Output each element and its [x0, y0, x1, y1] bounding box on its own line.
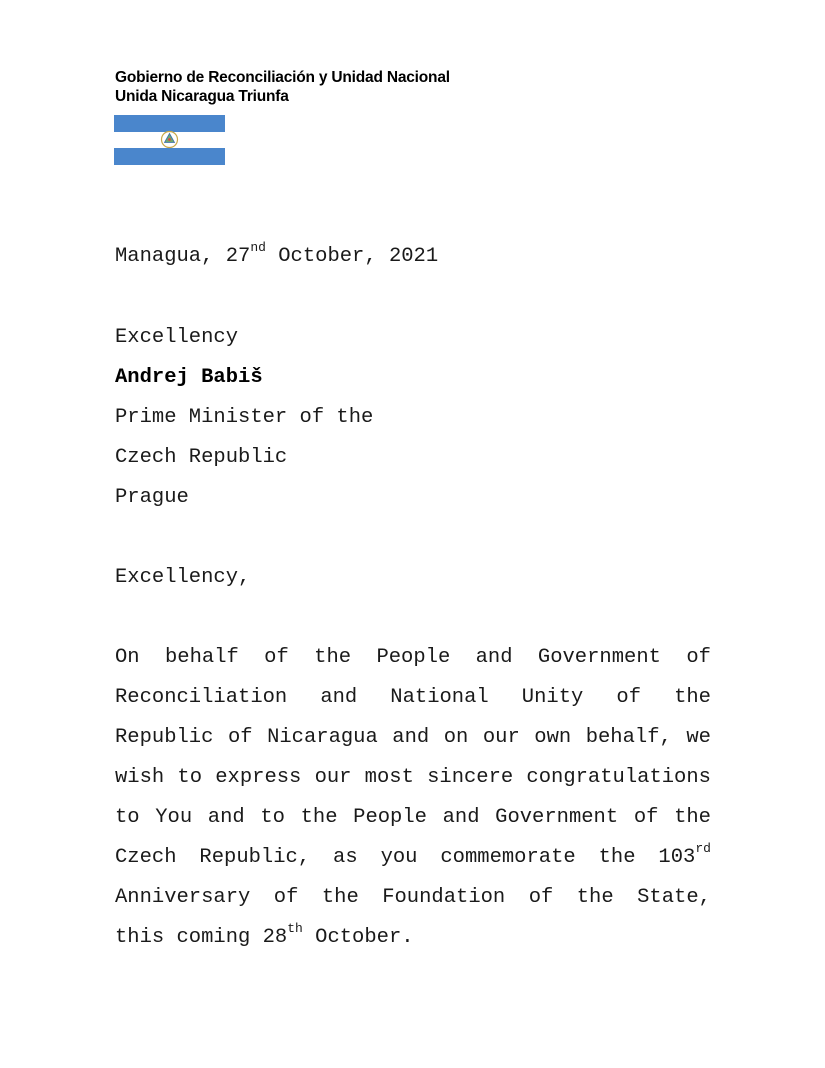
coat-of-arms-icon — [160, 130, 179, 149]
body-word: and — [442, 806, 480, 829]
nicaragua-flag — [114, 115, 225, 165]
addressee-title: Excellency — [115, 326, 239, 349]
body-word: of — [528, 886, 554, 909]
addressee-position-line-1: Prime Minister of the — [115, 406, 374, 429]
body-word: we — [686, 726, 711, 749]
body-word: the — [314, 646, 352, 669]
body-word: sincere — [427, 766, 514, 789]
body-word: commemorate — [440, 846, 576, 869]
flag-bottom-band — [114, 148, 225, 165]
addressee-name: Andrej Babiš — [115, 366, 263, 389]
body-word: Government — [537, 646, 661, 669]
body-word: own — [534, 726, 572, 749]
anniversary-number: 103rd — [658, 841, 711, 869]
body-word: Reconciliation — [115, 686, 288, 709]
body-word: People — [353, 806, 427, 829]
body-line-6 — [115, 841, 711, 870]
body-line-2 — [115, 686, 711, 710]
body-word: the — [598, 846, 636, 869]
addressee-city: Prague — [115, 486, 189, 509]
greeting: Excellency, — [115, 566, 251, 589]
letter-date: Managua, 27nd October, 2021 — [115, 240, 439, 268]
body-line-3 — [115, 726, 711, 750]
body-word: Nicaragua — [267, 726, 378, 749]
letterhead-line-1: Gobierno de Reconciliación y Unidad Nacional — [115, 69, 450, 86]
body-word: Czech — [115, 846, 177, 869]
body-word: congratulations — [526, 766, 711, 789]
body-word: express — [215, 766, 302, 789]
body-word: on — [443, 726, 469, 749]
body-word: most — [364, 766, 414, 789]
body-word: of — [686, 646, 711, 669]
body-word: On — [115, 646, 140, 669]
letterhead — [115, 68, 450, 106]
body-word: our — [314, 766, 352, 789]
body-line-5 — [115, 806, 711, 830]
body-word: and — [475, 646, 513, 669]
body-line-1 — [115, 646, 711, 670]
body-word: wish — [115, 766, 165, 789]
body-word: to — [177, 766, 203, 789]
body-word: the — [674, 806, 711, 829]
body-word: behalf, — [585, 726, 672, 749]
addressee-position-line-2: Czech Republic — [115, 446, 288, 469]
body-word: Unity — [521, 686, 584, 709]
body-word: You — [155, 806, 193, 829]
body-word: you — [380, 846, 418, 869]
letterhead-line-2: Unida Nicaragua Triunfa — [115, 88, 289, 105]
body-word: National — [390, 686, 489, 709]
body-word: State, — [637, 886, 711, 909]
body-word: and — [392, 726, 430, 749]
body-word: of — [264, 646, 289, 669]
body-line-4 — [115, 766, 711, 790]
body-word: to — [260, 806, 285, 829]
body-word: Government — [495, 806, 619, 829]
body-word: and — [320, 686, 358, 709]
body-line-8: this coming 28th October. — [115, 921, 414, 949]
body-word: of — [633, 806, 659, 829]
body-word: Republic — [115, 726, 214, 749]
body-word: Anniversary — [115, 886, 251, 909]
body-word: the — [321, 886, 359, 909]
body-word: our — [482, 726, 520, 749]
body-word: People — [376, 646, 451, 669]
body-word: Republic, — [199, 846, 311, 869]
body-word: as — [333, 846, 358, 869]
body-word: the — [576, 886, 614, 909]
body-word: the — [300, 806, 338, 829]
body-word: the — [674, 686, 711, 709]
body-line-7 — [115, 886, 711, 910]
body-word: to — [115, 806, 140, 829]
body-word: of — [616, 686, 641, 709]
body-word: and — [207, 806, 245, 829]
body-word: of — [227, 726, 253, 749]
body-word: Foundation — [382, 886, 506, 909]
body-word: behalf — [164, 646, 239, 669]
body-word: of — [273, 886, 299, 909]
